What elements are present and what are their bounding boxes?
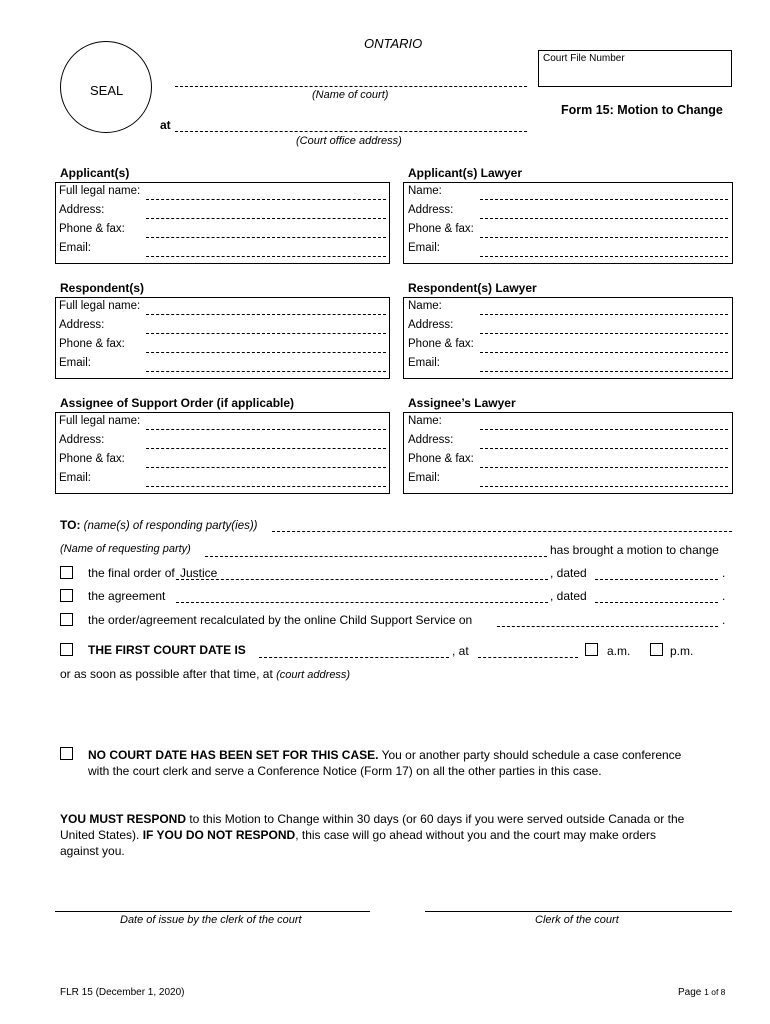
page-count: 1 of 8 xyxy=(704,987,726,997)
applicant-lawyer-field-input[interactable] xyxy=(480,256,728,257)
clerk-signature-line[interactable] xyxy=(425,911,732,912)
respondent-lawyer-field-label: Phone & fax: xyxy=(408,338,474,350)
assignee-lawyer-field-input[interactable] xyxy=(480,429,728,430)
respondent-field-input[interactable] xyxy=(146,352,386,353)
respond-line2b: , this case will go ahead without you and the court may make orders xyxy=(295,828,657,842)
name-of-court-field[interactable] xyxy=(175,86,527,87)
respondent-section-title: Respondent(s) xyxy=(60,281,144,295)
must-respond-heading: YOU MUST RESPOND xyxy=(60,812,187,826)
brought-motion-text: has brought a motion to change xyxy=(550,543,719,557)
applicant-field-input[interactable] xyxy=(146,199,386,200)
respondent-field-input[interactable] xyxy=(146,314,386,315)
date-of-issue-caption: Date of issue by the clerk of the court xyxy=(120,914,302,926)
respondent-lawyer-field-label: Address: xyxy=(408,319,454,331)
applicant-lawyer-field-label: Address: xyxy=(408,204,454,216)
respond-line1: to this Motion to Change within 30 days (or 60 days if you were served outside Canada or the xyxy=(186,812,685,826)
respond-line3: against you. xyxy=(60,844,125,858)
assignee-field-label: Phone & fax: xyxy=(59,453,125,465)
form-id-footer: FLR 15 (December 1, 2020) xyxy=(60,987,185,998)
seal-label: SEAL xyxy=(90,83,124,98)
assignee-lawyer-field-label: Email: xyxy=(408,472,440,484)
respondent-lawyer-field-input[interactable] xyxy=(480,371,728,372)
applicant-section-title: Applicant(s) xyxy=(60,166,130,180)
assignee-lawyer-field-label: Phone & fax: xyxy=(408,453,474,465)
to-caption: (name(s) of responding party(ies)) xyxy=(83,520,258,532)
applicant-lawyer-field-label: Phone & fax: xyxy=(408,223,474,235)
assignee-lawyer-field-label: Name: xyxy=(408,415,442,427)
assignee-lawyer-field-input[interactable] xyxy=(480,486,728,487)
assignee-lawyer-field-input[interactable] xyxy=(480,448,728,449)
no-court-date-heading: NO COURT DATE HAS BEEN SET FOR THIS CASE. xyxy=(88,748,379,762)
applicant-lawyer-field-input[interactable] xyxy=(480,237,728,238)
name-of-court-caption: (Name of court) xyxy=(312,89,389,101)
court-office-address-field[interactable] xyxy=(175,131,527,132)
agreement-dated-label: , dated xyxy=(550,589,587,603)
assignee-field-label: Email: xyxy=(59,472,91,484)
final-order-dated-label: , dated xyxy=(550,566,587,580)
assignee-lawyer-field-input[interactable] xyxy=(480,467,728,468)
final-order-checkbox[interactable] xyxy=(60,566,73,579)
first-court-date-checkbox[interactable] xyxy=(60,643,73,656)
am-label: a.m. xyxy=(607,644,631,658)
respondent-lawyer-section-title: Respondent(s) Lawyer xyxy=(408,281,537,295)
responding-party-field[interactable] xyxy=(272,531,732,532)
respondent-field-label: Phone & fax: xyxy=(59,338,125,350)
respond-line2a: United States). xyxy=(60,828,143,842)
assignee-field-label: Full legal name: xyxy=(59,415,141,427)
applicant-field-input[interactable] xyxy=(146,218,386,219)
jurisdiction-heading: ONTARIO xyxy=(364,36,423,51)
recalculated-checkbox[interactable] xyxy=(60,613,73,626)
recalculated-date-field[interactable] xyxy=(497,626,718,627)
applicant-lawyer-field-input[interactable] xyxy=(480,199,728,200)
assignee-field-input[interactable] xyxy=(146,467,386,468)
pm-checkbox[interactable] xyxy=(650,643,663,656)
respondent-field-label: Full legal name: xyxy=(59,300,141,312)
applicant-field-input[interactable] xyxy=(146,237,386,238)
final-order-label: the final order of xyxy=(88,566,175,580)
requesting-party-field[interactable] xyxy=(205,556,547,557)
applicant-field-label: Phone & fax: xyxy=(59,223,125,235)
court-file-number-label: Court File Number xyxy=(543,53,625,64)
assignee-field-label: Address: xyxy=(59,434,105,446)
agreement-label: the agreement xyxy=(88,589,166,603)
no-court-date-text xyxy=(88,747,738,779)
requesting-party-caption: (Name of requesting party) xyxy=(60,543,191,555)
at-time-label: , at xyxy=(452,644,469,658)
respondent-field-input[interactable] xyxy=(146,371,386,372)
respondent-lawyer-field-input[interactable] xyxy=(480,352,728,353)
applicant-lawyer-field-input[interactable] xyxy=(480,218,728,219)
clerk-caption: Clerk of the court xyxy=(535,914,619,926)
as-soon-text: or as soon as possible after that time, at xyxy=(60,667,273,681)
applicant-field-label: Email: xyxy=(59,242,91,254)
as-soon-line xyxy=(60,667,350,681)
final-order-field[interactable] xyxy=(176,579,548,580)
first-court-date-field[interactable] xyxy=(259,657,449,658)
recalculated-label: the order/agreement recalculated by the online Child Support Service on xyxy=(88,613,473,627)
respondent-lawyer-field-label: Name: xyxy=(408,300,442,312)
final-order-justice-value[interactable]: Justice xyxy=(180,566,218,580)
applicant-field-input[interactable] xyxy=(146,256,386,257)
period: . xyxy=(722,613,726,627)
respond-notice xyxy=(60,811,740,859)
final-order-date-field[interactable] xyxy=(595,579,718,580)
no-court-date-line2: with the court clerk and serve a Conference Notice (Form 17) on all the other parties in this case. xyxy=(88,764,602,778)
agreement-checkbox[interactable] xyxy=(60,589,73,602)
at-label: at xyxy=(160,118,171,132)
period: . xyxy=(722,589,726,603)
agreement-date-field[interactable] xyxy=(595,602,718,603)
page-number xyxy=(678,987,725,998)
form-title: Form 15: Motion to Change xyxy=(561,103,723,117)
period: . xyxy=(722,566,726,580)
to-label: TO: xyxy=(60,518,81,532)
no-court-date-checkbox[interactable] xyxy=(60,747,73,760)
applicant-lawyer-field-label: Email: xyxy=(408,242,440,254)
assignee-field-input[interactable] xyxy=(146,486,386,487)
court-address-caption: (court address) xyxy=(276,669,351,681)
agreement-field[interactable] xyxy=(176,602,548,603)
assignee-lawyer-field-label: Address: xyxy=(408,434,454,446)
assignee-section-title: Assignee of Support Order (if applicable) xyxy=(60,396,295,410)
applicant-lawyer-section-title: Applicant(s) Lawyer xyxy=(408,166,523,180)
applicant-lawyer-field-label: Name: xyxy=(408,185,442,197)
applicant-field-label: Address: xyxy=(59,204,105,216)
am-checkbox[interactable] xyxy=(585,643,598,656)
applicant-field-label: Full legal name: xyxy=(59,185,141,197)
respondent-field-label: Email: xyxy=(59,357,91,369)
respondent-lawyer-field-input[interactable] xyxy=(480,314,728,315)
assignee-field-input[interactable] xyxy=(146,429,386,430)
to-line xyxy=(60,518,258,532)
page-word: Page xyxy=(678,987,702,998)
court-office-caption: (Court office address) xyxy=(296,135,402,147)
respondent-field-label: Address: xyxy=(59,319,105,331)
respondent-lawyer-field-input[interactable] xyxy=(480,333,728,334)
first-court-date-label: THE FIRST COURT DATE IS xyxy=(88,643,246,657)
court-time-field[interactable] xyxy=(478,657,578,658)
respondent-lawyer-field-label: Email: xyxy=(408,357,440,369)
do-not-respond-heading: IF YOU DO NOT RESPOND xyxy=(142,828,296,842)
assignee-field-input[interactable] xyxy=(146,448,386,449)
respondent-field-input[interactable] xyxy=(146,333,386,334)
assignee-lawyer-section-title: Assignee’s Lawyer xyxy=(408,396,516,410)
no-court-date-line1: You or another party should schedule a case conference xyxy=(378,748,682,762)
pm-label: p.m. xyxy=(670,644,694,658)
date-of-issue-signature-line[interactable] xyxy=(55,911,370,912)
